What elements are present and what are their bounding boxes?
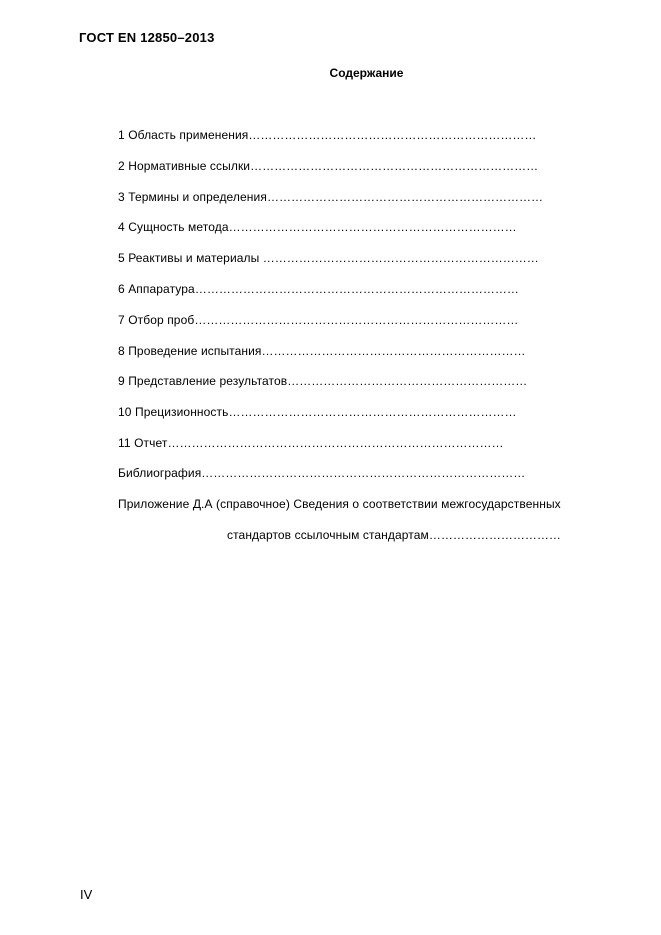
toc-item-label: 5 Реактивы и материалы	[118, 251, 263, 265]
toc-item-leader: ………………………………………………………………………	[194, 282, 519, 296]
toc-item-leader: ………………………………………………………………	[228, 220, 517, 234]
toc-item-reagents	[118, 251, 539, 265]
toc-item-label: 4 Сущность метода	[118, 220, 229, 234]
toc-item-report	[118, 436, 503, 450]
toc-item-label: 11 Отчет	[118, 436, 168, 450]
toc-item-bibliography	[118, 466, 525, 480]
toc-item-label: 9 Представление результатов	[118, 374, 288, 388]
toc-title: Содержание	[329, 66, 404, 80]
toc-item-leader: ………………………………………………………………………	[194, 313, 519, 327]
toc-item-label: Библиография	[118, 466, 202, 480]
toc-item-label: 10 Прецизионность	[118, 405, 229, 419]
toc-item-apparatus	[118, 282, 519, 296]
toc-item-leader: ……………………………………………………	[287, 374, 528, 388]
toc-item-appendix-line1: Приложение Д.А (справочное) Сведения о соответствии межгосударственных	[118, 497, 561, 511]
page-number: IV	[80, 887, 93, 902]
toc-item-leader: ………………………………………………………………	[228, 405, 517, 419]
toc-item-label: 3 Термины и определения	[118, 190, 267, 204]
toc-item-leader: ………………………………………………………………………	[201, 466, 526, 480]
toc-item-normative-references	[118, 159, 538, 173]
toc-item-appendix-line2	[227, 528, 561, 542]
toc-item-leader: ………………………………………………………………	[248, 128, 537, 142]
toc-item-leader: …………………………………………………………………………	[167, 436, 504, 450]
toc-item-scope	[118, 128, 536, 142]
toc-item-principle	[118, 220, 517, 234]
toc-item-label: 1 Область применения	[118, 128, 249, 142]
toc-item-precision	[118, 405, 517, 419]
toc-item-leader: ……………………………………………………………	[262, 251, 539, 265]
toc-item-leader: …………………………………………………………	[261, 344, 526, 358]
toc-item-terms	[118, 190, 543, 204]
toc-item-leader: ………………………………………………………………	[250, 159, 539, 173]
toc-item-label: 8 Проведение испытания	[118, 344, 262, 358]
toc-item-leader: ……………………………………………………………	[266, 190, 543, 204]
toc-item-results	[118, 374, 527, 388]
toc-item-label: стандартов ссылочным стандартам	[227, 528, 429, 542]
toc-item-label: 2 Нормативные ссылки	[118, 159, 251, 173]
document-code: ГОСТ EN 12850–2013	[79, 30, 215, 45]
toc-item-label: 7 Отбор проб	[118, 313, 195, 327]
toc-item-leader: ……………………………	[428, 528, 561, 542]
toc-item-label: 6 Аппаратура	[118, 282, 195, 296]
toc-item-sampling	[118, 313, 518, 327]
toc-item-procedure	[118, 344, 526, 358]
